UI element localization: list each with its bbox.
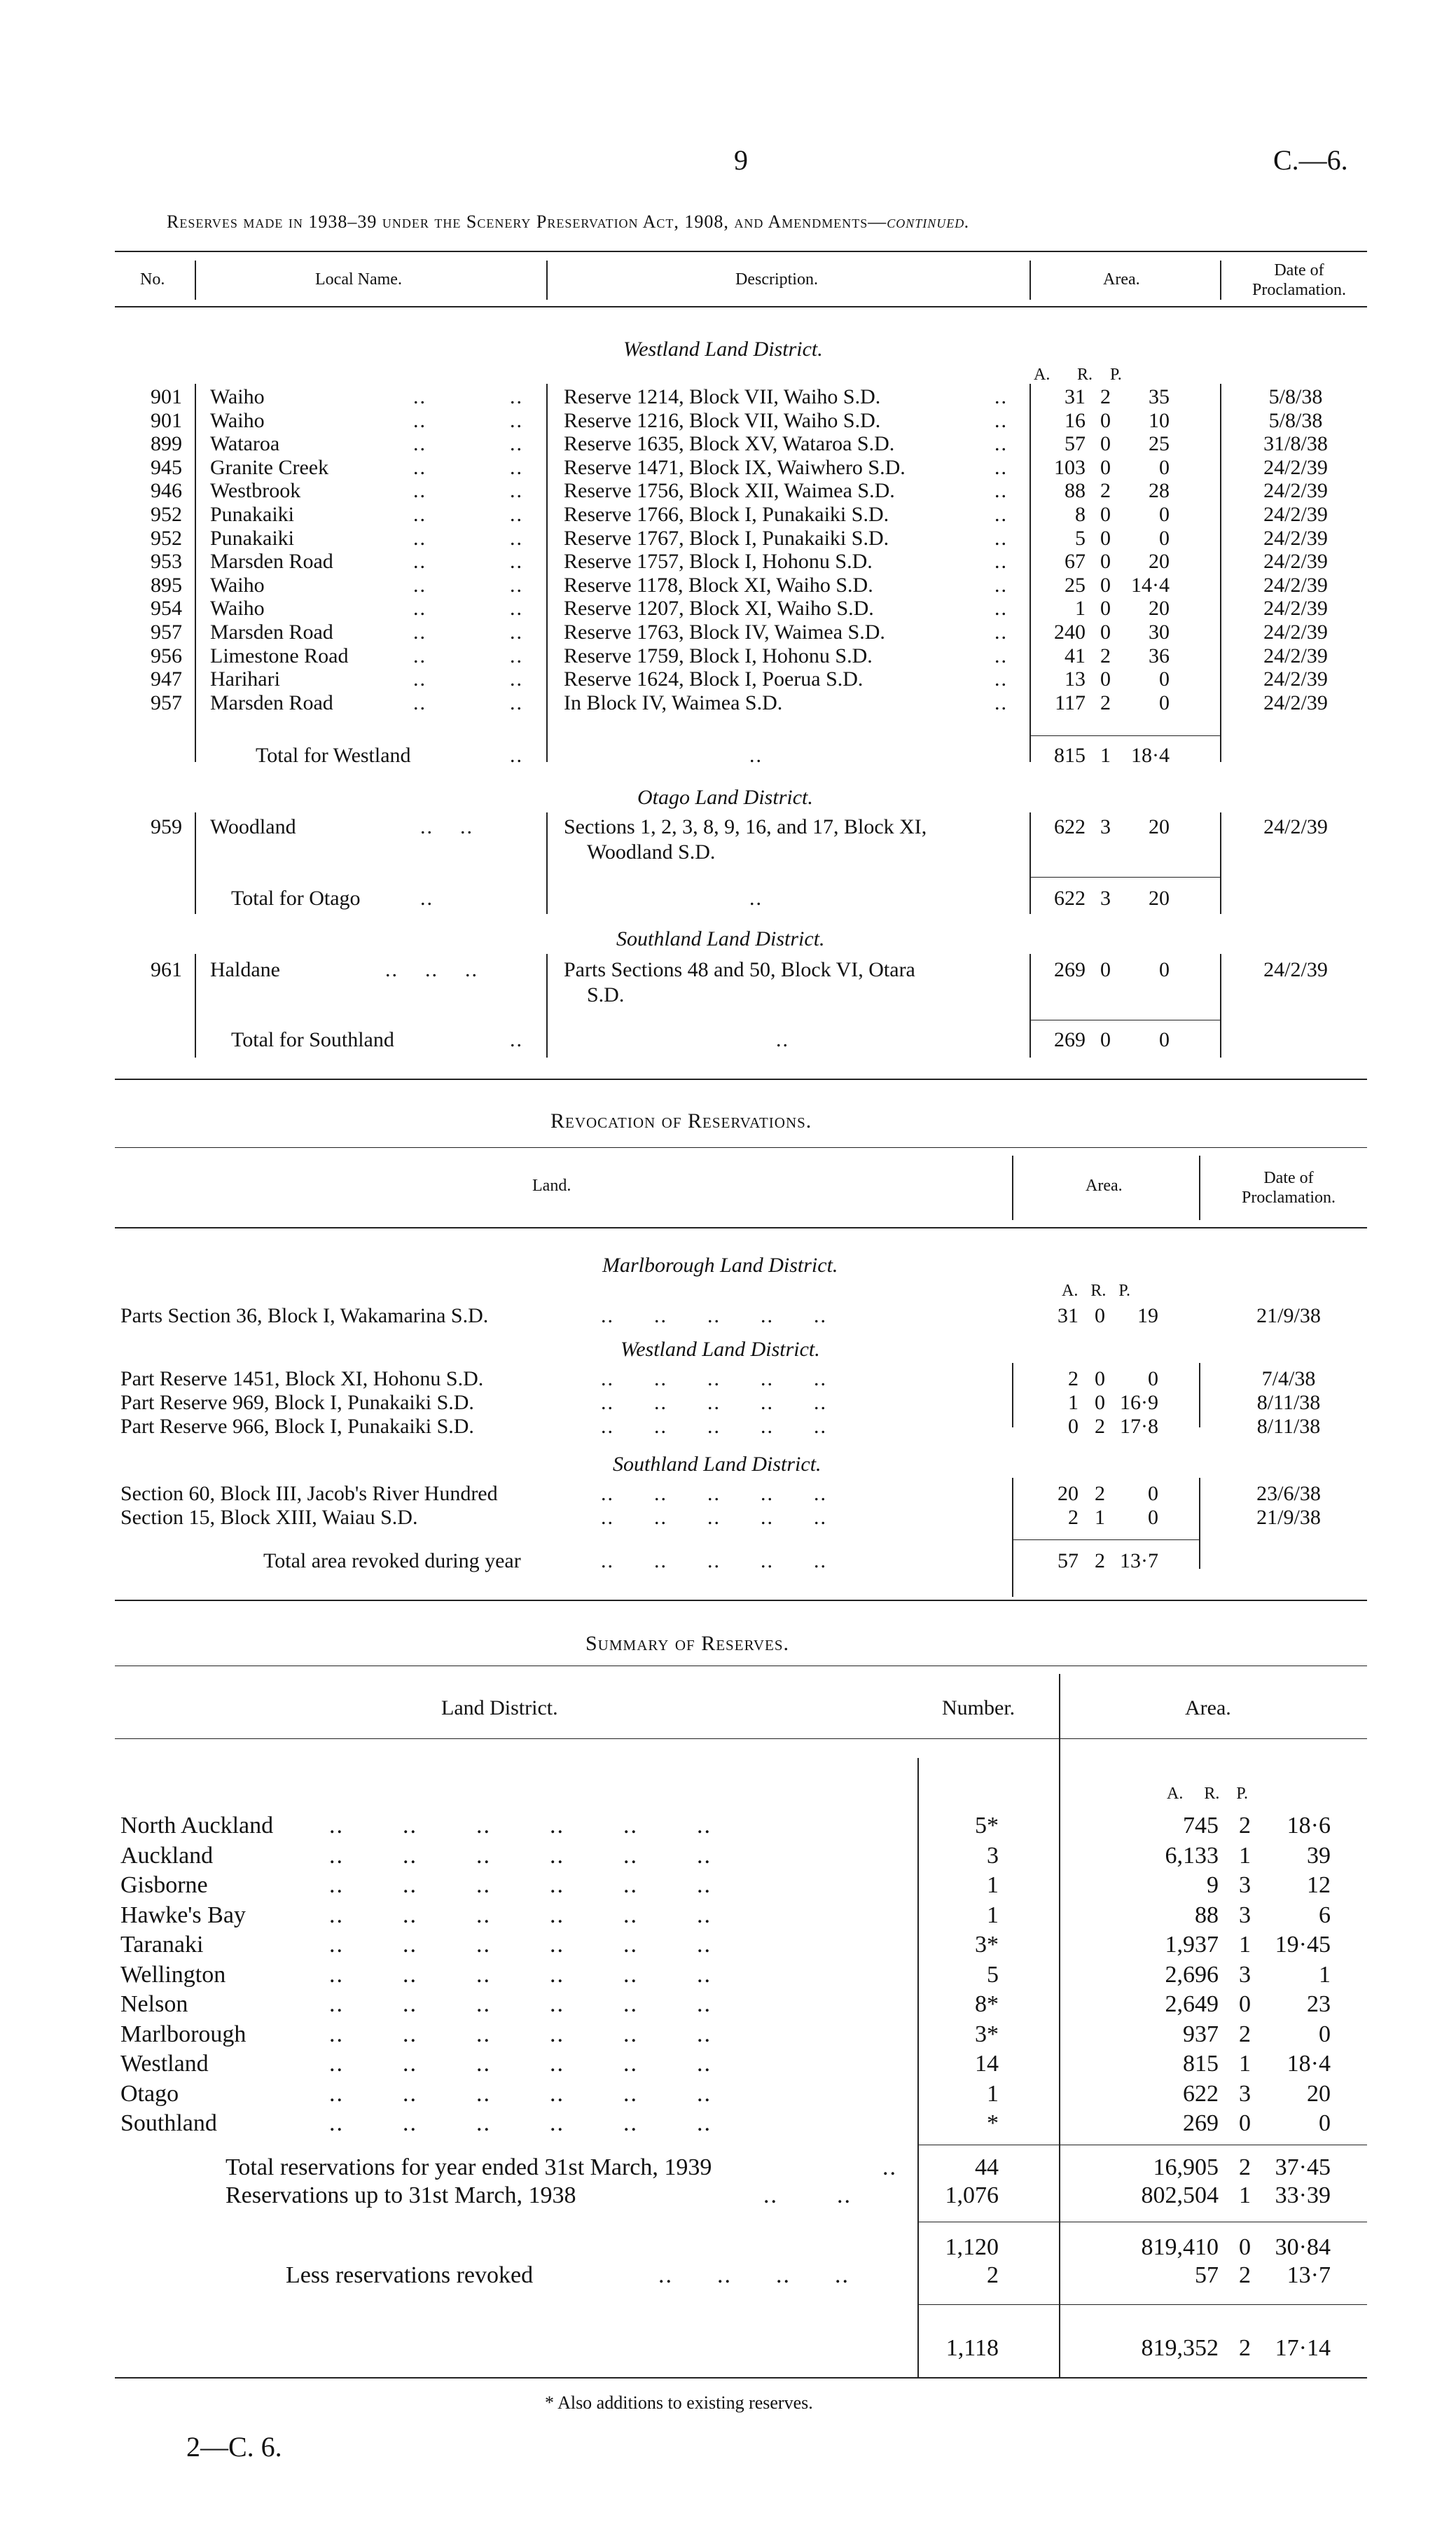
area-a: 41 [1065, 644, 1086, 667]
area-a: 937 [1183, 2021, 1219, 2047]
rev-westland-heading: Westland Land District. [620, 1338, 820, 1361]
area-p: 1 [1319, 1961, 1331, 1988]
reserve-no: 956 [151, 644, 182, 667]
proclamation-date: 24/2/39 [1263, 621, 1328, 644]
area-p: 14·4 [1131, 573, 1170, 597]
area-r: 0 [1100, 597, 1111, 621]
description: Reserve 1624, Block I, Poerua S.D. [564, 667, 864, 691]
number: 3 [987, 1842, 999, 1869]
table-row: 953 Marsden Road .. .. Reserve 1757, Block I, Hohonu S.D. .. 67 0 20 24/2/39 [0, 548, 1456, 575]
proclamation-date: 24/2/39 [1263, 479, 1328, 503]
southland-total: Total for Southland .. .. 269 0 0 [231, 1028, 1170, 1051]
table-row: Nelson .. .. .. .. .. .. 8* 2,649 0 23 [120, 1991, 1331, 2017]
description: Reserve 1207, Block XI, Waiho S.D. [564, 597, 874, 621]
area-r: 2 [1100, 644, 1111, 667]
area-r: 2 [1095, 1482, 1105, 1505]
area-a: 16 [1065, 408, 1086, 432]
table-row: 957 Marsden Road .. .. In Block IV, Waimea S.D. .. 117 2 0 24/2/39 [0, 690, 1456, 716]
area-r: 1 [1239, 1842, 1251, 1869]
area-r: 2 [1239, 2021, 1251, 2047]
area-r: 3 [1239, 1961, 1251, 1988]
area-r: 0 [1100, 621, 1111, 644]
local-name: Marsden Road [210, 621, 333, 644]
area-r: 2 [1100, 385, 1111, 408]
area-p: 0 [1159, 503, 1170, 526]
southland-row: 961 Haldane .. .. .. Parts Sections 48 and 50, Block VI, Otara 269 0 0 24/2/39 [151, 958, 1328, 981]
rev-marlborough-heading: Marlborough Land District. [602, 1254, 838, 1277]
land-district: Southland [120, 2110, 217, 2136]
area-p: 0 [1148, 1506, 1158, 1529]
area-a: 67 [1065, 550, 1086, 574]
reserve-no: 895 [151, 573, 182, 597]
area-p: 12 [1307, 1872, 1331, 1898]
otago-total: Total for Otago .. .. 622 3 20 [231, 887, 1170, 910]
area-r: 2 [1100, 691, 1111, 714]
land: Parts Section 36, Block I, Wakamarina S.D. [120, 1304, 489, 1327]
area-p: 19·45 [1275, 1932, 1331, 1958]
area-r: 0 [1239, 1991, 1251, 2017]
area-a: 103 [1054, 455, 1086, 479]
table-row: Auckland .. .. .. .. .. .. 3 6,133 1 39 [120, 1842, 1331, 1869]
land-district: Hawke's Bay [120, 1902, 246, 1928]
otago-row: 959 Woodland .. .. Sections 1, 2, 3, 8, 9, 16, and 17, Block XI, 622 3 20 24/2/39 [151, 815, 1328, 838]
area-a: 1,937 [1165, 1932, 1219, 1958]
table-row: Westland .. .. .. .. .. .. 14 815 1 18·4 [120, 2051, 1331, 2077]
area-r: 3 [1239, 1902, 1251, 1928]
table-row: North Auckland .. .. .. .. .. .. 5* 745 2 18·6 [120, 1813, 1331, 1839]
area-p: 10 [1149, 408, 1170, 432]
description: Reserve 1216, Block VII, Waiho S.D. [564, 408, 881, 432]
reserve-no: 945 [151, 455, 182, 479]
proclamation-date: 21/9/38 [1256, 1304, 1321, 1327]
area-a: 815 [1183, 2051, 1219, 2077]
proclamation-date: 24/2/39 [1263, 550, 1328, 574]
proclamation-date: 5/8/38 [1268, 408, 1323, 432]
summary-title: Summary of Reserves. [585, 1632, 790, 1655]
westland-total: Total for Westland .. .. 815 1 18·4 [256, 744, 1170, 767]
proclamation-date: 5/8/38 [1268, 385, 1323, 408]
land: Part Reserve 969, Block I, Punakaiki S.D. [120, 1391, 474, 1414]
area-a: 6,133 [1165, 1842, 1219, 1869]
local-name: Waiho [210, 408, 265, 432]
table-row: Part Reserve 969, Block I, Punakaiki S.D. .. .. .. .. .. 1 0 16·9 8/11/38 [0, 1390, 1456, 1416]
reserve-no: 953 [151, 550, 182, 574]
area-p: 20 [1149, 550, 1170, 574]
local-name: Wataroa [210, 432, 280, 456]
description: Reserve 1635, Block XV, Wataroa S.D. [564, 432, 895, 456]
table-row: Otago .. .. .. .. .. .. 1 622 3 20 [120, 2080, 1331, 2107]
area-r: 2 [1095, 1415, 1105, 1438]
summary-up-to: Reservations up to 31st March, 1938 .. .. 1,076 802,504 1 33·39 [226, 2182, 1331, 2208]
table-row: 901 Waiho .. .. Reserve 1214, Block VII, Waiho S.D. .. 31 2 35 5/8/38 [0, 384, 1456, 410]
table-row: 895 Waiho .. .. Reserve 1178, Block XI, Waiho S.D. .. 25 0 14·4 24/2/39 [0, 572, 1456, 599]
number: 5* [975, 1813, 999, 1839]
local-name: Marsden Road [210, 550, 333, 574]
area-r: 1 [1239, 1932, 1251, 1958]
area-p: 25 [1149, 432, 1170, 456]
area-p: 19 [1137, 1304, 1158, 1327]
area-r: 2 [1100, 479, 1111, 503]
description: Reserve 1756, Block XII, Waimea S.D. [564, 479, 895, 503]
description: Reserve 1767, Block I, Punakaiki S.D. [564, 526, 889, 550]
area-a: 9 [1207, 1872, 1219, 1898]
land-district: Westland [120, 2051, 209, 2077]
area-p: 0 [1159, 691, 1170, 714]
area-r: 3 [1239, 1872, 1251, 1898]
area-a: 57 [1065, 432, 1086, 456]
land: Part Reserve 966, Block I, Punakaiki S.D. [120, 1415, 474, 1438]
description: Reserve 1757, Block I, Hohonu S.D. [564, 550, 873, 574]
description: Reserve 1759, Block I, Hohonu S.D. [564, 644, 873, 667]
area-r: 0 [1100, 550, 1111, 574]
area-p: 0 [1159, 455, 1170, 479]
arp-p: P. [1110, 366, 1122, 384]
table-row: 947 Harihari .. .. Reserve 1624, Block I, Poerua S.D. .. 13 0 0 24/2/39 [0, 666, 1456, 693]
area-p: 18·6 [1287, 1813, 1331, 1839]
table-row: Southland .. .. .. .. .. .. * 269 0 0 [120, 2110, 1331, 2136]
proclamation-date: 24/2/39 [1263, 526, 1328, 550]
area-a: 2,696 [1165, 1961, 1219, 1988]
area-a: 88 [1065, 479, 1086, 503]
area-p: 0 [1319, 2021, 1331, 2047]
summary-sum: 1,120 819,410 0 30·84 [945, 2234, 1331, 2260]
land-district: Marlborough [120, 2021, 247, 2047]
area-r: 0 [1100, 455, 1111, 479]
area-a: 2 [1068, 1506, 1079, 1529]
otago-heading: Otago Land District. [637, 786, 813, 809]
area-a: 31 [1065, 385, 1086, 408]
proclamation-date: 24/2/39 [1263, 691, 1328, 714]
proclamation-date: 23/6/38 [1256, 1482, 1321, 1505]
footnote: * Also additions to existing reserves. [545, 2393, 813, 2413]
arp-a: A. [1034, 366, 1051, 384]
summary-header-district: Land District. [441, 1696, 558, 1719]
table-row: Section 15, Block XIII, Waiau S.D. .. .. .. .. .. 2 1 0 21/9/38 [0, 1504, 1456, 1531]
area-a: 25 [1065, 573, 1086, 597]
land-district: Wellington [120, 1961, 226, 1988]
area-p: 35 [1149, 385, 1170, 408]
area-a: 5 [1075, 526, 1086, 550]
number: 1 [987, 1902, 999, 1928]
rev-total: Total area revoked during year .. .. .. .. .. 57 2 13·7 [263, 1549, 1158, 1572]
local-name: Marsden Road [210, 691, 333, 714]
reserve-no: 957 [151, 621, 182, 644]
proclamation-date: 21/9/38 [1256, 1506, 1321, 1529]
area-r: 0 [1095, 1391, 1105, 1414]
table-row: Hawke's Bay .. .. .. .. .. .. 1 88 3 6 [120, 1902, 1331, 1928]
area-a: 0 [1068, 1415, 1079, 1438]
header-description: Description. [735, 270, 818, 289]
table-row: 945 Granite Creek .. .. Reserve 1471, Block IX, Waiwhero S.D. .. 103 0 0 24/2/39 [0, 455, 1456, 481]
land: Section 15, Block XIII, Waiau S.D. [120, 1506, 418, 1529]
area-r: 0 [1100, 667, 1111, 691]
area-p: 36 [1149, 644, 1170, 667]
area-r: 0 [1100, 573, 1111, 597]
proclamation-date: 24/2/39 [1263, 597, 1328, 621]
header-no: No. [140, 270, 165, 289]
number: 3* [975, 1932, 999, 1958]
area-r: 3 [1239, 2080, 1251, 2107]
page-number: 9 [734, 144, 748, 176]
area-r: 0 [1100, 526, 1111, 550]
proclamation-date: 24/2/39 [1263, 503, 1328, 526]
header-date: Date of Proclamation. [1252, 261, 1346, 299]
reserve-no: 899 [151, 432, 182, 456]
local-name: Limestone Road [210, 644, 349, 667]
table-row: Part Reserve 966, Block I, Punakaiki S.D. .. .. .. .. .. 0 2 17·8 8/11/38 [0, 1413, 1456, 1440]
area-r: 0 [1095, 1367, 1105, 1390]
rev-header-date: Date of Proclamation. [1242, 1169, 1336, 1207]
local-name: Waiho [210, 597, 265, 621]
page-footer-code: 2—C. 6. [186, 2431, 282, 2463]
reserve-no: 952 [151, 526, 182, 550]
proclamation-date: 8/11/38 [1256, 1415, 1321, 1438]
area-a: 1 [1068, 1391, 1079, 1414]
land-district: Auckland [120, 1842, 214, 1869]
area-a: 622 [1183, 2080, 1219, 2107]
area-p: 20 [1307, 2080, 1331, 2107]
table-row: Parts Section 36, Block I, Wakamarina S.D. .. .. .. .. .. 31 0 19 21/9/38 [0, 1303, 1456, 1329]
table-row: 952 Punakaiki .. .. Reserve 1767, Block I, Punakaiki S.D. .. 5 0 0 24/2/39 [0, 525, 1456, 552]
table-row: 946 Westbrook .. .. Reserve 1756, Block XII, Waimea S.D. .. 88 2 28 24/2/39 [0, 478, 1456, 504]
summary-header-area: Area. [1185, 1696, 1231, 1719]
number: 3* [975, 2021, 999, 2047]
land-district: Otago [120, 2080, 179, 2107]
area-a: 269 [1183, 2110, 1219, 2136]
reserve-no: 954 [151, 597, 182, 621]
land-district: North Auckland [120, 1813, 274, 1839]
proclamation-date: 24/2/39 [1263, 644, 1328, 667]
area-p: 6 [1319, 1902, 1331, 1928]
proclamation-date: 24/2/39 [1263, 455, 1328, 479]
table-row: 957 Marsden Road .. .. Reserve 1763, Block IV, Waimea S.D. .. 240 0 30 24/2/39 [0, 619, 1456, 646]
description: Reserve 1763, Block IV, Waimea S.D. [564, 621, 885, 644]
table-row: Section 60, Block III, Jacob's River Hundred .. .. .. .. .. 20 2 0 23/6/38 [0, 1481, 1456, 1507]
land-district: Nelson [120, 1991, 188, 2017]
area-p: 17·8 [1120, 1415, 1158, 1438]
area-r: 0 [1095, 1304, 1105, 1327]
area-a: 240 [1054, 621, 1086, 644]
header-local-name: Local Name. [315, 270, 402, 289]
table-row: Marlborough .. .. .. .. .. .. 3* 937 2 0 [120, 2021, 1331, 2047]
area-p: 0 [1148, 1482, 1158, 1505]
reserve-no: 901 [151, 385, 182, 408]
area-a: 2 [1068, 1367, 1079, 1390]
land: Section 60, Block III, Jacob's River Hundred [120, 1482, 498, 1505]
reserve-no: 957 [151, 691, 182, 714]
area-r: 0 [1100, 432, 1111, 456]
description: Reserve 1766, Block I, Punakaiki S.D. [564, 503, 889, 526]
reserve-no: 952 [151, 503, 182, 526]
number: 1 [987, 2080, 999, 2107]
description: Reserve 1214, Block VII, Waiho S.D. [564, 385, 881, 408]
local-name: Waiho [210, 573, 265, 597]
local-name: Harihari [210, 667, 280, 691]
rev-header-area: Area. [1086, 1177, 1123, 1195]
table-row: Part Reserve 1451, Block XI, Hohonu S.D. .. .. .. .. .. 2 0 0 7/4/38 [0, 1366, 1456, 1392]
area-a: 88 [1195, 1902, 1219, 1928]
area-a: 2,649 [1165, 1991, 1219, 2017]
land-district: Gisborne [120, 1872, 208, 1898]
reserves-title: Reserves made in 1938–39 under the Scenery Preservation Act, 1908, and Amendments—continued. [167, 212, 970, 232]
reserve-no: 947 [151, 667, 182, 691]
southland-heading: Southland Land District. [616, 927, 825, 950]
table-row: 956 Limestone Road .. .. Reserve 1759, Block I, Hohonu S.D. .. 41 2 36 24/2/39 [0, 643, 1456, 670]
area-r: 0 [1239, 2110, 1251, 2136]
area-p: 16·9 [1120, 1391, 1158, 1414]
summary-less: Less reservations revoked .. .. .. .. 2 57 2 13·7 [286, 2262, 1331, 2288]
number: 8* [975, 1991, 999, 2017]
land-district: Taranaki [120, 1932, 204, 1958]
rev-southland-heading: Southland Land District. [613, 1453, 821, 1476]
area-r: 1 [1239, 2051, 1251, 2077]
area-p: 20 [1149, 597, 1170, 621]
area-p: 39 [1307, 1842, 1331, 1869]
proclamation-date: 31/8/38 [1263, 432, 1328, 456]
land: Part Reserve 1451, Block XI, Hohonu S.D. [120, 1367, 484, 1390]
proclamation-date: 8/11/38 [1256, 1391, 1321, 1414]
local-name: Granite Creek [210, 455, 329, 479]
proclamation-date: 7/4/38 [1261, 1367, 1316, 1390]
table-row: 954 Waiho .. .. Reserve 1207, Block XI, Waiho S.D. .. 1 0 20 24/2/39 [0, 595, 1456, 622]
area-r: 0 [1100, 503, 1111, 526]
table-row: Gisborne .. .. .. .. .. .. 1 9 3 12 [120, 1872, 1331, 1898]
arp-r: R. [1077, 366, 1093, 384]
local-name: Westbrook [210, 479, 301, 503]
area-p: 28 [1149, 479, 1170, 503]
area-r: 2 [1239, 1813, 1251, 1839]
revocation-title: Revocation of Reservations. [550, 1109, 812, 1133]
number: 5 [987, 1961, 999, 1988]
local-name: Punakaiki [210, 526, 294, 550]
summary-total-year: Total reservations for year ended 31st March, 1939 .. 44 16,905 2 37·45 [226, 2154, 1331, 2180]
description: In Block IV, Waimea S.D. [564, 691, 783, 714]
area-a: 31 [1058, 1304, 1079, 1327]
proclamation-date: 24/2/39 [1263, 667, 1328, 691]
number: 1 [987, 1872, 999, 1898]
area-a: 8 [1075, 503, 1086, 526]
rev-header-land: Land. [532, 1177, 571, 1195]
description: Reserve 1471, Block IX, Waiwhero S.D. [564, 455, 906, 479]
document-code: C.—6. [1273, 144, 1348, 176]
area-p: 0 [1159, 526, 1170, 550]
local-name: Punakaiki [210, 503, 294, 526]
area-p: 0 [1319, 2110, 1331, 2136]
area-a: 20 [1058, 1482, 1079, 1505]
description: Reserve 1178, Block XI, Waiho S.D. [564, 573, 873, 597]
westland-heading: Westland Land District. [623, 338, 823, 361]
area-a: 117 [1055, 691, 1086, 714]
reserve-no: 901 [151, 408, 182, 432]
header-area: Area. [1103, 270, 1140, 289]
local-name: Waiho [210, 385, 265, 408]
summary-header-number: Number. [942, 1696, 1015, 1719]
area-p: 18·4 [1287, 2051, 1331, 2077]
area-a: 745 [1183, 1813, 1219, 1839]
area-p: 23 [1307, 1991, 1331, 2017]
summary-final: 1,118 819,352 2 17·14 [945, 2335, 1331, 2361]
table-row: 899 Wataroa .. .. Reserve 1635, Block XV, Wataroa S.D. .. 57 0 25 31/8/38 [0, 431, 1456, 457]
area-p: 0 [1148, 1367, 1158, 1390]
area-a: 13 [1065, 667, 1086, 691]
area-a: 1 [1075, 597, 1086, 621]
table-row: Taranaki .. .. .. .. .. .. 3* 1,937 1 19·45 [120, 1932, 1331, 1958]
area-r: 0 [1100, 408, 1111, 432]
area-p: 0 [1159, 667, 1170, 691]
area-r: 1 [1095, 1506, 1105, 1529]
reserve-no: 946 [151, 479, 182, 503]
number: 14 [975, 2051, 999, 2077]
table-row: Wellington .. .. .. .. .. .. 5 2,696 3 1 [120, 1961, 1331, 1988]
table-row: 952 Punakaiki .. .. Reserve 1766, Block I, Punakaiki S.D. .. 8 0 0 24/2/39 [0, 501, 1456, 528]
table-row: 901 Waiho .. .. Reserve 1216, Block VII, Waiho S.D. .. 16 0 10 5/8/38 [0, 408, 1456, 434]
area-p: 30 [1149, 621, 1170, 644]
number: * [987, 2110, 999, 2136]
proclamation-date: 24/2/39 [1263, 573, 1328, 597]
